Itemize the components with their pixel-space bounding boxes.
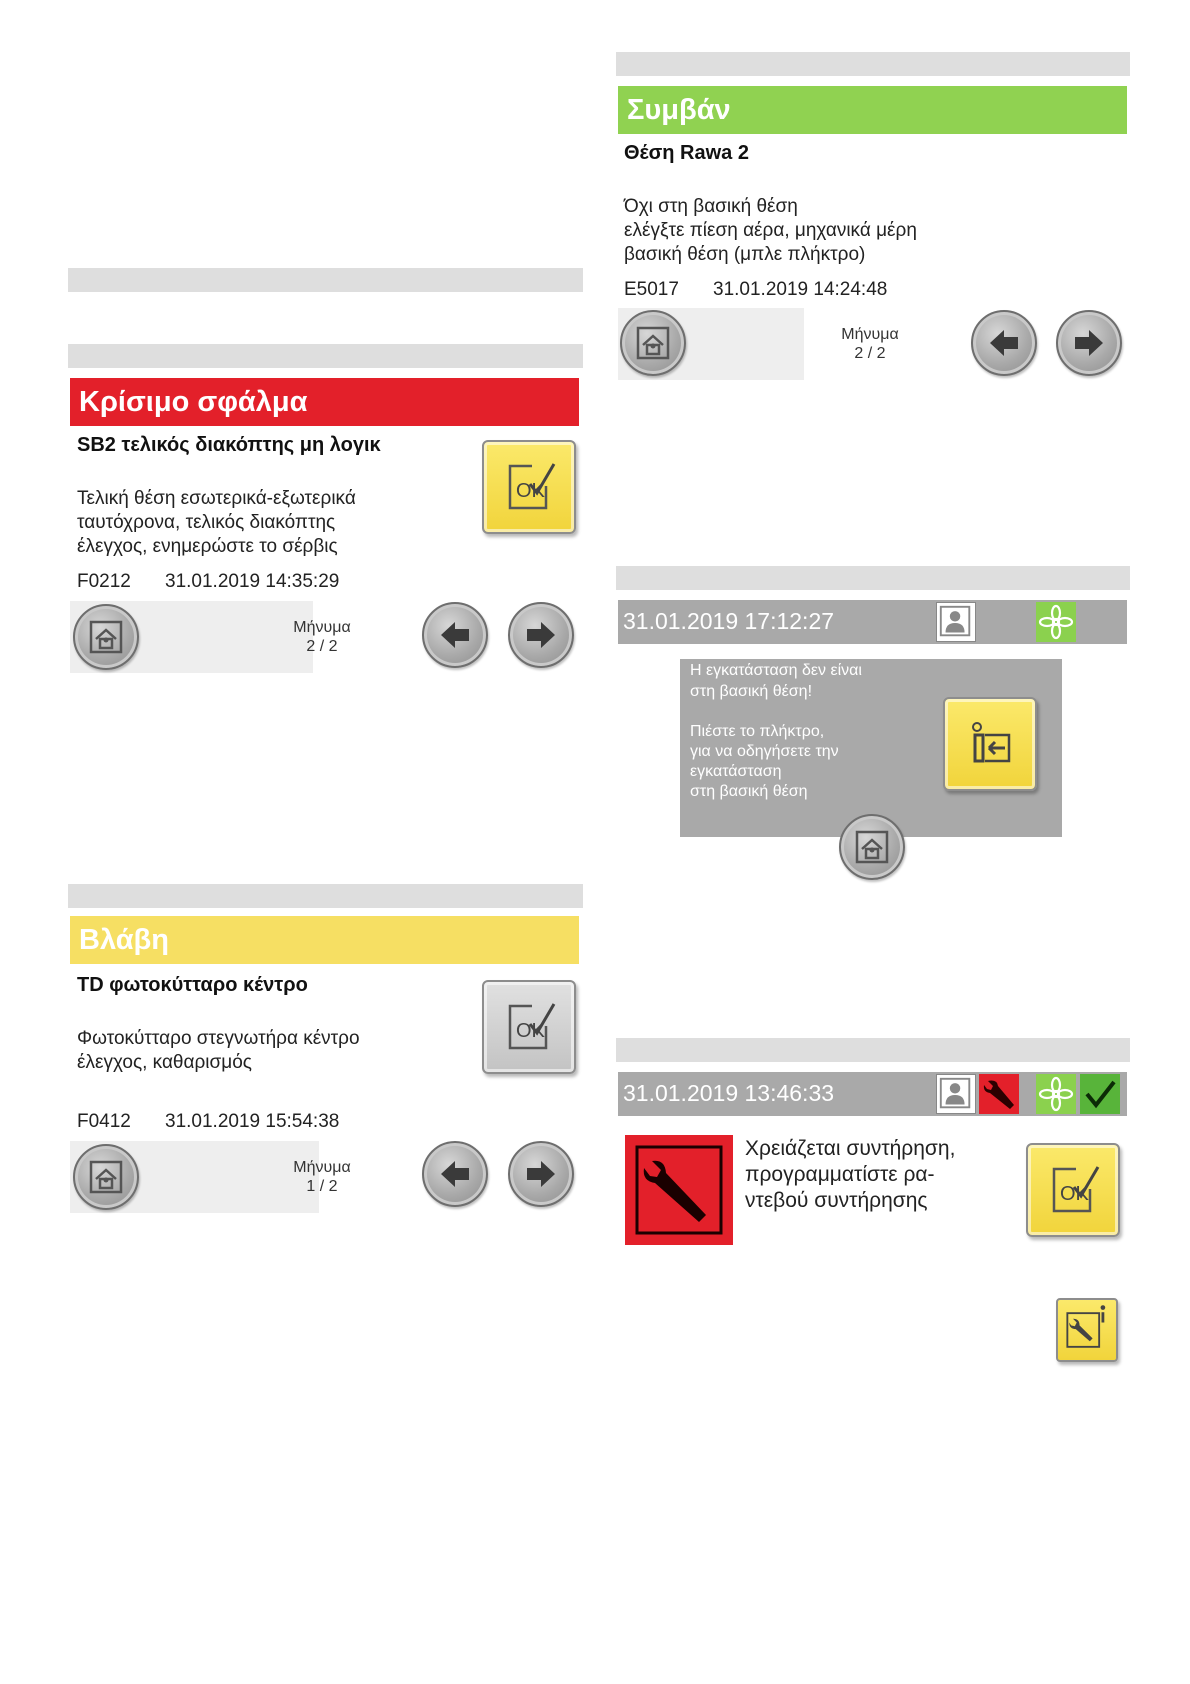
error-description-line: Τελική θέση εσωτερικά-εξωτερικά xyxy=(77,488,356,509)
event-description-line: Όχι στη βασική θέση xyxy=(624,196,798,217)
message-label: Μήνυμα xyxy=(293,619,351,636)
dialog-text-line: για να οδηγήσετε την xyxy=(690,743,839,760)
flower-status-icon[interactable] xyxy=(1036,602,1076,642)
dialog-text-line: Πιέστε το πλήκτρο, xyxy=(690,723,825,740)
move-to-home-position-button[interactable] xyxy=(943,697,1037,791)
event-title: Θέση Rawa 2 xyxy=(624,142,749,164)
next-message-button[interactable] xyxy=(508,1141,574,1207)
dialog-text-line: στη βασική θέση! xyxy=(690,683,813,700)
event-description-line: ελέγξτε πίεση αέρα, μηχανικά μέρη xyxy=(624,220,917,241)
ok-button[interactable] xyxy=(482,440,576,534)
dialog-text-line: στη βασική θέση xyxy=(690,783,808,800)
fault-datetime: 31.01.2019 15:54:38 xyxy=(165,1111,340,1132)
fault-header: Βλάβη xyxy=(70,916,579,964)
dialog-text-line: Η εγκατάσταση δεν είναι xyxy=(690,662,862,679)
message-page-indicator: 1 / 2 xyxy=(306,1178,338,1195)
message-label: Μήνυμα xyxy=(293,1159,351,1176)
home-button[interactable] xyxy=(620,310,686,376)
status-bar xyxy=(618,600,1127,644)
error-datetime: 31.01.2019 14:35:29 xyxy=(165,571,340,592)
ok-button[interactable] xyxy=(1026,1143,1120,1237)
next-message-button[interactable] xyxy=(1056,310,1122,376)
arrow-right-icon xyxy=(522,1155,560,1193)
ok-label: OK xyxy=(516,480,545,502)
event-code: E5017 xyxy=(624,279,679,300)
status-datetime: 31.01.2019 13:46:33 xyxy=(623,1080,835,1106)
previous-message-button[interactable] xyxy=(422,602,488,668)
user-icon[interactable] xyxy=(936,1074,976,1114)
fault-description-line: Φωτοκύτταρο στεγνωτήρα κέντρο xyxy=(77,1028,360,1049)
separator-bar xyxy=(68,268,583,292)
arrow-left-icon xyxy=(436,1155,474,1193)
home-button[interactable] xyxy=(73,1144,139,1210)
home-icon xyxy=(853,828,891,866)
home-button[interactable] xyxy=(73,604,139,670)
maintenance-text-line: Χρειάζεται συντήρηση, xyxy=(745,1137,956,1160)
maintenance-info-button[interactable] xyxy=(1056,1298,1118,1362)
arrow-right-icon xyxy=(1070,324,1108,362)
home-button[interactable] xyxy=(839,814,905,880)
home-icon xyxy=(634,324,672,362)
maintenance-text-line: προγραμματίστε ρα- xyxy=(745,1163,935,1186)
fault-title: TD φωτοκύτταρο κέντρο xyxy=(77,974,308,996)
error-description-line: ταυτόχρονα, τελικός διακόπτης xyxy=(77,512,336,533)
event-datetime: 31.01.2019 14:24:48 xyxy=(713,279,888,300)
message-page-indicator: 2 / 2 xyxy=(306,638,338,655)
maintenance-text-line: ντεβού συντήρησης xyxy=(745,1189,928,1212)
arrow-left-icon xyxy=(436,616,474,654)
separator-bar xyxy=(616,566,1130,590)
home-icon xyxy=(87,1158,125,1196)
fault-description-line: έλεγχος, καθαρισμός xyxy=(77,1052,252,1073)
home-icon xyxy=(87,618,125,656)
separator-bar xyxy=(616,52,1130,76)
arrow-right-icon xyxy=(522,616,560,654)
dialog-text-line: εγκατάσταση xyxy=(690,763,782,780)
flower-status-icon[interactable] xyxy=(1036,1074,1076,1114)
ok-label: OK xyxy=(1060,1183,1089,1205)
message-page-indicator: 2 / 2 xyxy=(854,345,886,362)
message-label: Μήνυμα xyxy=(841,326,899,343)
event-description-line: βασική θέση (μπλε πλήκτρο) xyxy=(624,244,866,265)
fault-code: F0412 xyxy=(77,1111,131,1132)
checkmark-status-icon[interactable] xyxy=(1080,1074,1120,1114)
error-code: F0212 xyxy=(77,571,131,592)
critical-error-header: Κρίσιμο σφάλμα xyxy=(70,378,579,426)
ok-button[interactable] xyxy=(482,980,576,1074)
status-bar xyxy=(618,1072,1127,1116)
ok-label: OK xyxy=(516,1020,545,1042)
maintenance-wrench-icon xyxy=(625,1135,733,1245)
separator-bar xyxy=(68,884,583,908)
wrench-status-icon[interactable] xyxy=(979,1074,1019,1114)
previous-message-button[interactable] xyxy=(971,310,1037,376)
event-header: Συμβάν xyxy=(618,86,1127,134)
status-datetime: 31.01.2019 17:12:27 xyxy=(623,608,835,634)
next-message-button[interactable] xyxy=(508,602,574,668)
wrench-info-icon xyxy=(1058,1300,1116,1360)
previous-message-button[interactable] xyxy=(422,1141,488,1207)
user-icon[interactable] xyxy=(936,602,976,642)
arrow-left-icon xyxy=(985,324,1023,362)
separator-bar xyxy=(616,1038,1130,1062)
error-title: SB2 τελικός διακόπτης μη λογικ xyxy=(77,434,381,456)
home-position-icon xyxy=(965,717,1019,771)
error-description-line: έλεγχος, ενημερώστε το σέρβις xyxy=(77,536,338,557)
separator-bar xyxy=(68,344,583,368)
